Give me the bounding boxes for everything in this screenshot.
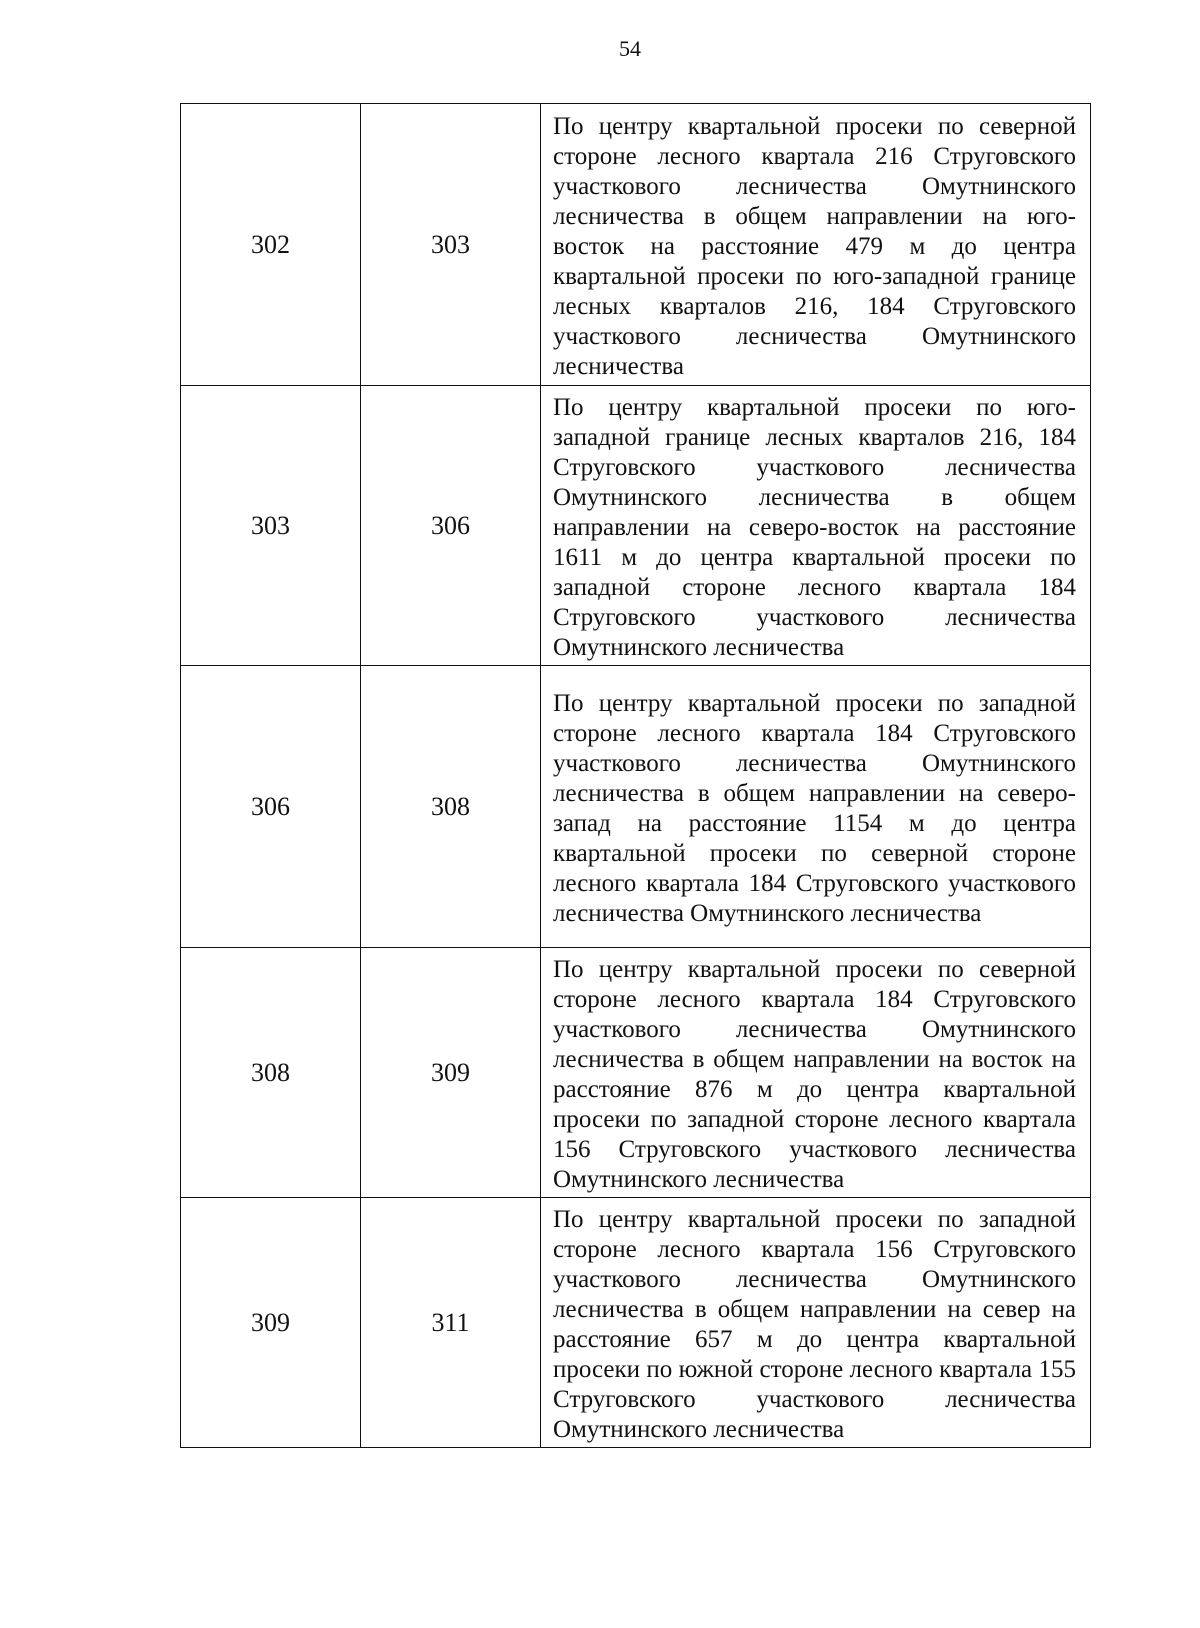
description-cell: По центру квартальной просеки по западной стороне лесного квартала 184 Струговского участкового лесничества Омутнинского лесничества в общем направлении на северо-запад на расстояние 1154 м до центра квартальной просеки по северной стороне лесного квартала 184 Струговского участкового лесничества Омутнинского лесничества (541, 666, 1091, 948)
description-cell: По центру квартальной просеки по северной стороне лесного квартала 184 Струговского участкового лесничества Омутнинского лесничества в общем направлении на восток на расстояние 876 м до центра квартальной просеки по западной стороне лесного квартала 156 Струговского участкового лесничества Омутнинского лесничества (541, 948, 1091, 1198)
from-point-cell: 303 (181, 386, 361, 666)
description-cell: По центру квартальной просеки по западной стороне лесного квартала 156 Струговского участкового лесничества Омутнинского лесничества в общем направлении на север на расстояние 657 м до центра квартальной просеки по южной стороне лесного квартала 155 Струговского участкового лесничества Омутнинского лесничества (541, 1198, 1091, 1448)
to-point-cell: 303 (361, 104, 541, 386)
from-point-cell: 302 (181, 104, 361, 386)
boundary-table (180, 103, 1091, 1448)
to-point-cell: 306 (361, 386, 541, 666)
table-row (181, 948, 1091, 1198)
description-cell: По центру квартальной просеки по юго-западной границе лесных кварталов 216, 184 Струговского участкового лесничества Омутнинского лесничества в общем направлении на северо-восток на расстояние 1611 м до центра квартальной просеки по западной стороне лесного квартала 184 Струговского участкового лесничества Омутнинского лесничества (541, 386, 1091, 666)
table-row (181, 104, 1091, 386)
from-point-cell: 306 (181, 666, 361, 948)
to-point-cell: 309 (361, 948, 541, 1198)
table-row (181, 666, 1091, 948)
table-row (181, 386, 1091, 666)
description-cell: По центру квартальной просеки по северной стороне лесного квартала 216 Струговского участкового лесничества Омутнинского лесничества в общем направлении на юго-восток на расстояние 479 м до центра квартальной просеки по юго-западной границе лесных кварталов 216, 184 Струговского участкового лесничества Омутнинского лесничества (541, 104, 1091, 386)
to-point-cell: 308 (361, 666, 541, 948)
from-point-cell: 308 (181, 948, 361, 1198)
page-number: 54 (619, 36, 641, 61)
from-point-cell: 309 (181, 1198, 361, 1448)
to-point-cell: 311 (361, 1198, 541, 1448)
table-row (181, 1198, 1091, 1448)
